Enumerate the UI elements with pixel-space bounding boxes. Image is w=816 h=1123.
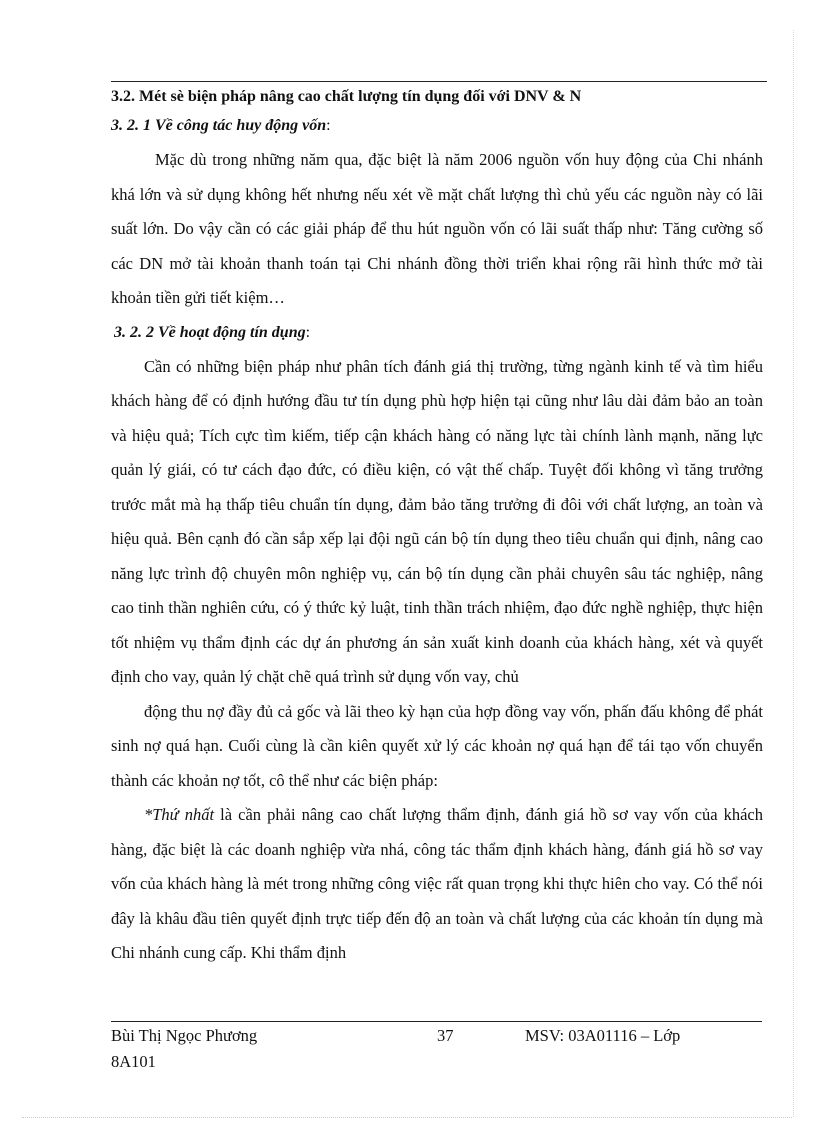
first-measure-text: là cần phải nâng cao chất lượng thẩm định, đánh giá hồ sơ vay vốn của khách hàng, đặc biệt là các doanh nghiệp vừa nhá, công tác thẩm định khách hàng, đánh giá hồ sơ vay vốn của khách hàng là mét trong những công việc rất quan trọng khi thực hiên cho vay. Có thể nói đây là khâu đầu tiên quyết định trực tiếp đến độ an toàn và chất lượng của các khoản tín dụng mà Chi nhánh cung cấp. Khi thẩm định <box>111 805 763 962</box>
paragraph-capital: Mặc dù trong những năm qua, đặc biệt là năm 2006 nguồn vốn huy động của Chi nhánh khá lớn và sử dụng không hết nhưng nếu xét về mặt chất lượng thì chủ yếu các nguồn này có lãi suất lớn. Do vậy cần có các giải pháp để thu hút nguồn vốn có lãi suất thấp như: Tăng cường số các DN mở tài khoản thanh toán tại Chi nhánh đồng thời triển khai rộng rãi hình thức mở tài khoản tiền gửi tiết kiệm… <box>111 150 763 307</box>
subsection-label: 3. 2. 1 Về công tác huy động vốn <box>111 117 327 134</box>
paragraph-credit: Cần có những biện pháp như phân tích đánh giá thị trường, từng ngành kinh tế và tìm hiểu khách hàng để có định hướng đầu tư tín dụng phù hợp hiện tại cũng như lâu dài đảm bảo an toàn và hiệu quả; Tích cực tìm kiếm, tiếp cận khách hàng có năng lực tài chính lành mạnh, năng lực quản lý giái, có tư cách đạo đức, có điều kiện, có vật thế chấp. Tuyệt đối không vì tăng trưởng trước mắt mà hạ thấp tiêu chuẩn tín dụng, đảm bảo tăng trưởng đi đôi với chất lượng, an toàn và hiệu quả. Bên cạnh đó cần sắp xếp lại đội ngũ cán bộ tín dụng theo tiêu chuẩn qui định, nâng cao năng lực trình độ chuyên môn nghiệp vụ, cán bộ tín dụng cần phải chuyên sâu tác nghiệp, nâng cao tinh thần nghiên cứu, có ý thức kỷ luật, tinh thần trách nhiệm, đạo đức nghề nghiệp, thực hiện tốt nhiệm vụ thẩm định các dự án phương án sản xuất kinh doanh của khách hàng, xét và quyết định cho vay, quản lý chặt chẽ quá trình sử dụng vốn vay, chủ <box>111 356 763 686</box>
subsection-colon: : <box>326 117 331 134</box>
footer-student-id: MSV: 03A01116 – Lớp <box>525 1026 681 1045</box>
page-body <box>111 82 763 971</box>
page-edge-bottom <box>22 1117 792 1118</box>
section-heading: 3.2. Mét sè biện pháp nâng cao chất lượng tín dụng đối với DNV & N <box>111 88 582 105</box>
page-number: 37 <box>437 1026 454 1045</box>
subsection-heading-credit <box>111 316 763 350</box>
footer-class: 8A101 <box>111 1052 156 1071</box>
subsection-colon: : <box>305 323 311 341</box>
paragraph-debt: động thu nợ đầy đủ cả gốc và lãi theo kỳ hạn của hợp đồng vay vốn, phấn đấu không để phát sinh nợ quá hạn. Cuối cùng là cần kiên quyết xử lý các khoản nợ quá hạn để tái tạo vốn chuyển thành các khoản nợ tốt, cô thể như các biện pháp: <box>111 701 763 790</box>
first-measure-lead: *Thứ nhất <box>144 805 215 824</box>
footer-author: Bùi Thị Ngọc Phương <box>111 1026 258 1045</box>
subsection-label: 3. 2. 2 Về hoạt động tín dụng <box>114 323 306 341</box>
subsection-heading-capital <box>111 109 763 143</box>
paragraph-first-measure <box>111 798 763 971</box>
page-edge-right <box>793 30 794 1117</box>
footer-rule <box>111 1021 762 1022</box>
